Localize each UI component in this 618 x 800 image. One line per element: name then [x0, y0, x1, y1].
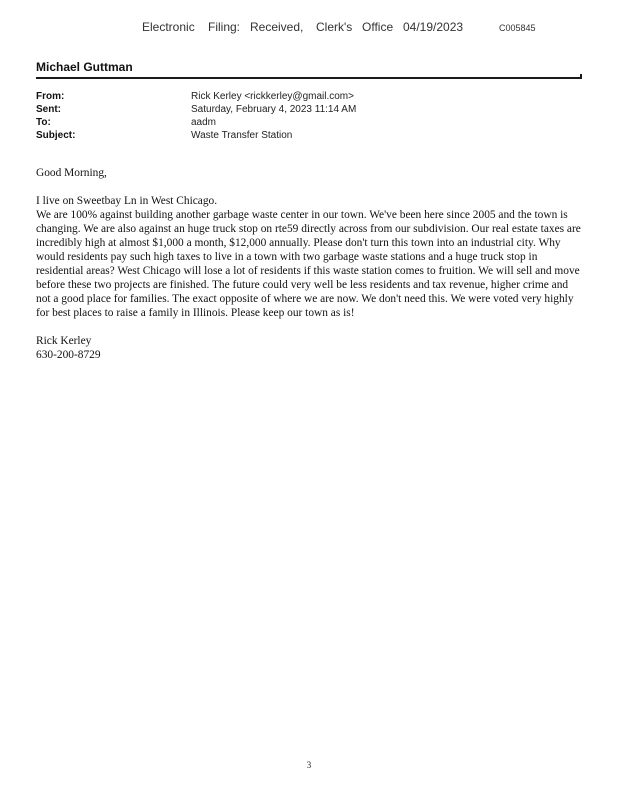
filing-header-doc-id: C005845	[499, 23, 536, 33]
sent-value: Saturday, February 4, 2023 11:14 AM	[191, 104, 357, 115]
signature	[36, 334, 584, 362]
filing-header-filing: Filing:	[208, 20, 241, 34]
filing-header-received: Received,	[250, 20, 304, 34]
sent-label: Sent:	[36, 104, 61, 115]
filing-header-clerks: Clerk's	[316, 20, 353, 34]
signature-name: Rick Kerley	[36, 335, 92, 347]
from-label: From:	[36, 91, 65, 102]
header-divider	[36, 77, 582, 79]
body-paragraph: We are 100% against building another garbage waste center in our town. We've been here since 2005 and the town is changing. We are also against an huge truck stop on rte59 directly across from our subdivision. Our real estate taxes are incredibly high at almost $1,000 a month, $12,000 annually. Please don't turn this town into an industrial city. Why would residents pay such high taxes to live in a town with two garbage waste stations and a huge truck stop in residential areas? West Chicago will lose a lot of residents if this waste station comes to fruition. We will sell and move before these two projects are finished. The future could very well be less residents and tax revenue, higher crime and not a good place for families. The exact opposite of where we are now. We don't need this. We were voted very highly for best places to raise a family in Illinois. Please keep our town as is!	[36, 209, 581, 319]
from-value: Rick Kerley <rickkerley@gmail.com>	[191, 91, 354, 102]
filing-header-office: Office	[362, 20, 394, 34]
page-number: 3	[306, 760, 312, 770]
to-label: To:	[36, 117, 51, 128]
header-divider-mark	[580, 74, 582, 78]
signature-phone: 630-200-8729	[36, 349, 101, 361]
email-owner-name: Michael Guttman	[36, 60, 133, 74]
filing-header-date: 04/19/2023	[403, 20, 464, 34]
greeting: Good Morning,	[36, 167, 107, 179]
filing-header	[0, 20, 618, 38]
to-value: aadm	[191, 117, 217, 128]
email-body	[36, 166, 584, 362]
filing-header-electronic: Electronic	[142, 20, 195, 34]
body-intro-line: I live on Sweetbay Ln in West Chicago.	[36, 195, 218, 207]
subject-value: Waste Transfer Station	[191, 130, 293, 141]
subject-label: Subject:	[36, 130, 76, 141]
